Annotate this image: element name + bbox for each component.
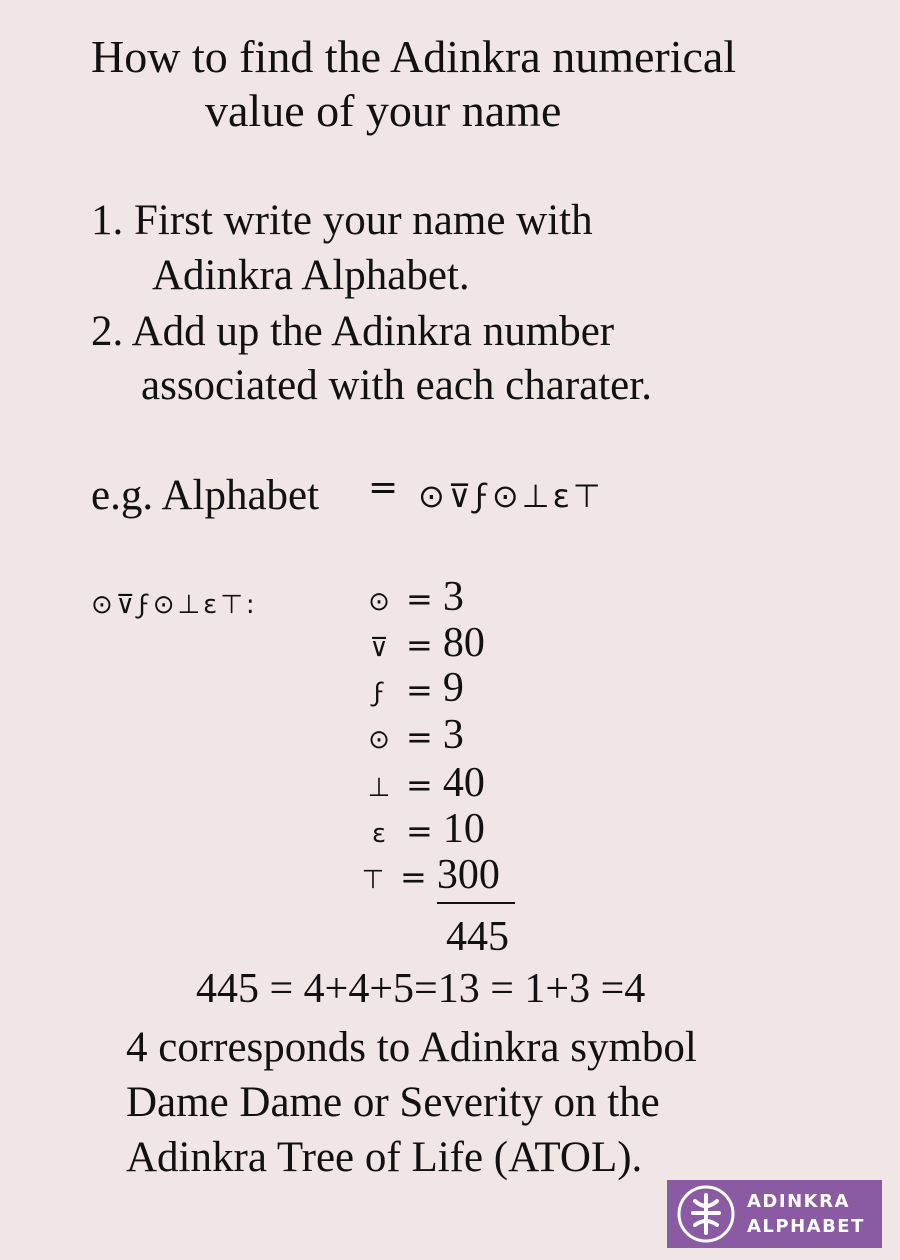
row-equals: =	[406, 671, 433, 709]
row-equals: =	[406, 718, 433, 756]
row-glyph: ⊥	[367, 773, 391, 803]
title-line-1: How to find the Adinkra numerical	[91, 31, 737, 82]
sum-divider	[437, 902, 515, 904]
glyph-breakdown-label: ⊙⊽ϝ⊙⊥ɛ⊤:	[91, 590, 258, 620]
row-equals: =	[406, 766, 433, 804]
badge-line-2: ALPHABET	[747, 1216, 865, 1237]
example-label: e.g. Alphabet	[91, 472, 320, 519]
row-equals: =	[406, 626, 433, 664]
row-glyph: ⊙	[368, 587, 390, 617]
row-glyph: ɛ	[371, 819, 387, 849]
digit-reduction: 445 = 4+4+5=13 = 1+3 =4	[196, 966, 646, 1012]
example-equals: =	[368, 467, 399, 508]
row-glyph: ⊽	[369, 633, 389, 663]
value-row	[356, 854, 500, 896]
row-equals: =	[406, 580, 433, 618]
value-row	[362, 576, 464, 618]
row-value: 40	[442, 760, 485, 806]
badge-text	[747, 1189, 865, 1239]
conclusion-line-1: 4 corresponds to Adinkra symbol	[126, 1024, 697, 1071]
row-glyph: ϝ	[373, 678, 385, 708]
conclusion-line-2: Dame Dame or Severity on the	[126, 1079, 660, 1126]
row-equals: =	[400, 858, 427, 896]
badge-line-1: ADINKRA	[747, 1191, 850, 1212]
row-value: 3	[442, 574, 464, 620]
row-equals: =	[406, 812, 433, 850]
value-row	[362, 622, 485, 664]
adinkra-logo-icon	[675, 1183, 737, 1245]
step-2-line-1: 2. Add up the Adinkra number	[91, 308, 615, 355]
row-value: 10	[442, 806, 485, 852]
value-row	[362, 667, 464, 709]
row-glyph: ⊤	[361, 865, 385, 895]
row-glyph: ⊙	[368, 725, 390, 755]
step-2-line-2: associated with each charater.	[141, 362, 652, 409]
row-value: 300	[436, 852, 500, 898]
example-glyphs: ⊙⊽ϝ⊙⊥ɛ⊤	[418, 477, 604, 515]
row-value: 9	[442, 665, 464, 711]
value-row	[362, 762, 485, 804]
conclusion-line-3: Adinkra Tree of Life (ATOL).	[126, 1134, 643, 1181]
adinkra-alphabet-badge	[667, 1180, 882, 1248]
title-line-2: value of your name	[205, 85, 562, 136]
row-value: 3	[442, 712, 464, 758]
step-1-line-1: 1. First write your name with	[91, 197, 593, 244]
value-row	[362, 714, 464, 756]
value-row	[362, 808, 485, 850]
row-value: 80	[442, 620, 485, 666]
step-1-line-2: Adinkra Alphabet.	[152, 252, 470, 299]
sum-total: 445	[446, 914, 509, 960]
